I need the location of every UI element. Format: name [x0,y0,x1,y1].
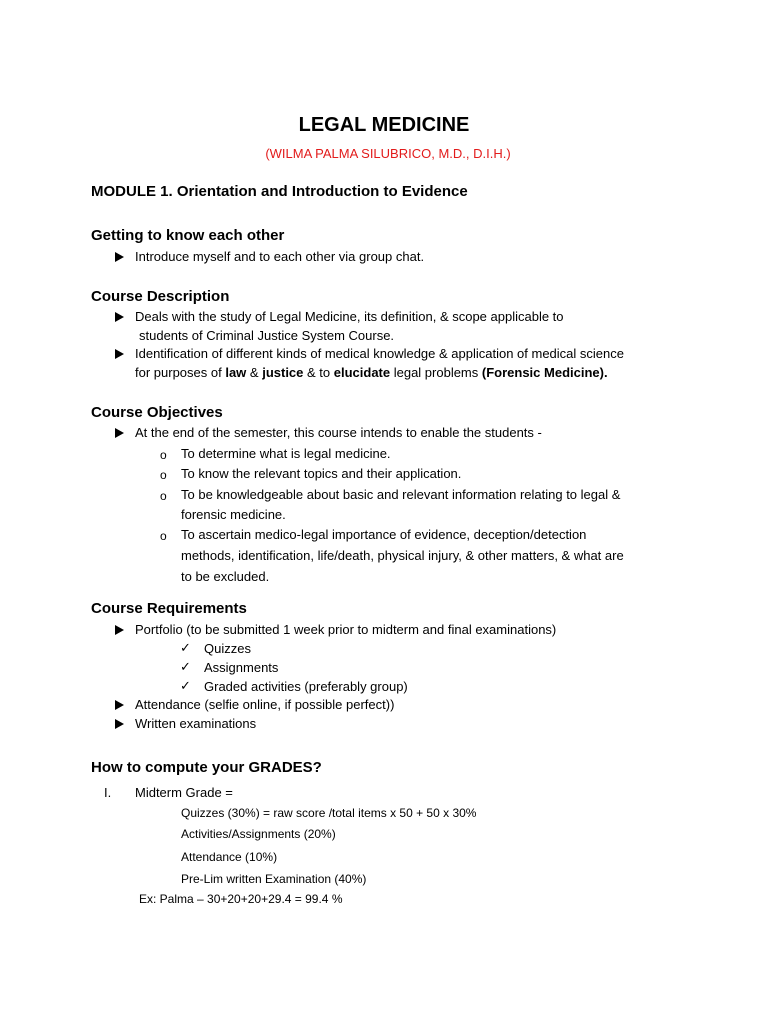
sub-list-item-continuation: to be excluded. [181,569,270,584]
sub-list-item-continuation: forensic medicine. [181,507,286,522]
author-line: (WILMA PALMA SILUBRICO, M.D., D.I.H.) [265,146,511,161]
midterm-label: Midterm Grade = [135,785,233,800]
checkmark-icon: ✓ [180,659,191,674]
checkmark-icon: ✓ [180,640,191,655]
arrow-bullet-icon [115,349,124,359]
arrow-bullet-icon [115,252,124,262]
sub-list-item: To be knowledgeable about basic and relevant information relating to legal & [181,487,621,502]
list-item: Written examinations [135,716,257,731]
list-item: Attendance (selfie online, if possible perfect)) [135,697,395,712]
grades-heading: How to compute your GRADES? [91,759,322,776]
arrow-bullet-icon [115,312,124,322]
list-item: Identification of different kinds of medical knowledge & application of medical science [135,346,624,361]
list-item-continuation: students of Criminal Justice System Course. [139,328,395,343]
sub-list-item: To determine what is legal medicine. [181,446,391,461]
grade-example: Ex: Palma – 30+20+20+29.4 = 99.4 % [139,892,343,906]
check-item: Graded activities (preferably group) [204,679,408,694]
grade-component: Attendance (10%) [181,850,278,864]
course-objectives-heading: Course Objectives [91,404,223,421]
arrow-bullet-icon [115,719,124,729]
list-item: At the end of the semester, this course intends to enable the students - [135,425,542,440]
circle-bullet-icon: o [160,468,167,482]
check-item: Assignments [204,660,279,675]
sub-list-item: To ascertain medico-legal importance of evidence, deception/detection [181,527,587,542]
sub-list-item-continuation: methods, identification, life/death, physical injury, & other matters, & what are [181,548,624,563]
list-item: Introduce myself and to each other via group chat. [135,249,425,264]
circle-bullet-icon: o [160,529,167,543]
check-item: Quizzes [204,641,251,656]
getting-to-know-heading: Getting to know each other [91,227,285,244]
document-title: LEGAL MEDICINE [298,114,470,136]
checkmark-icon: ✓ [180,678,191,693]
course-description-heading: Course Description [91,288,230,305]
list-item: Portfolio (to be submitted 1 week prior to midterm and final examinations) [135,622,557,637]
module-heading: MODULE 1. Orientation and Introduction to Evidence [91,183,468,200]
grade-component: Quizzes (30%) = raw score /total items x 50 + 50 x 30% [181,806,477,820]
grade-component: Activities/Assignments (20%) [181,827,336,841]
list-item: Deals with the study of Legal Medicine, its definition, & scope applicable to [135,309,564,324]
course-requirements-heading: Course Requirements [91,600,247,617]
circle-bullet-icon: o [160,448,167,462]
circle-bullet-icon: o [160,489,167,503]
arrow-bullet-icon [115,428,124,438]
arrow-bullet-icon [115,700,124,710]
roman-numeral: I. [104,785,112,800]
sub-list-item: To know the relevant topics and their application. [181,466,462,481]
grade-component: Pre-Lim written Examination (40%) [181,872,367,886]
arrow-bullet-icon [115,625,124,635]
list-item-continuation: for purposes of law & justice & to elucidate legal problems (Forensic Medicine). [135,365,608,380]
